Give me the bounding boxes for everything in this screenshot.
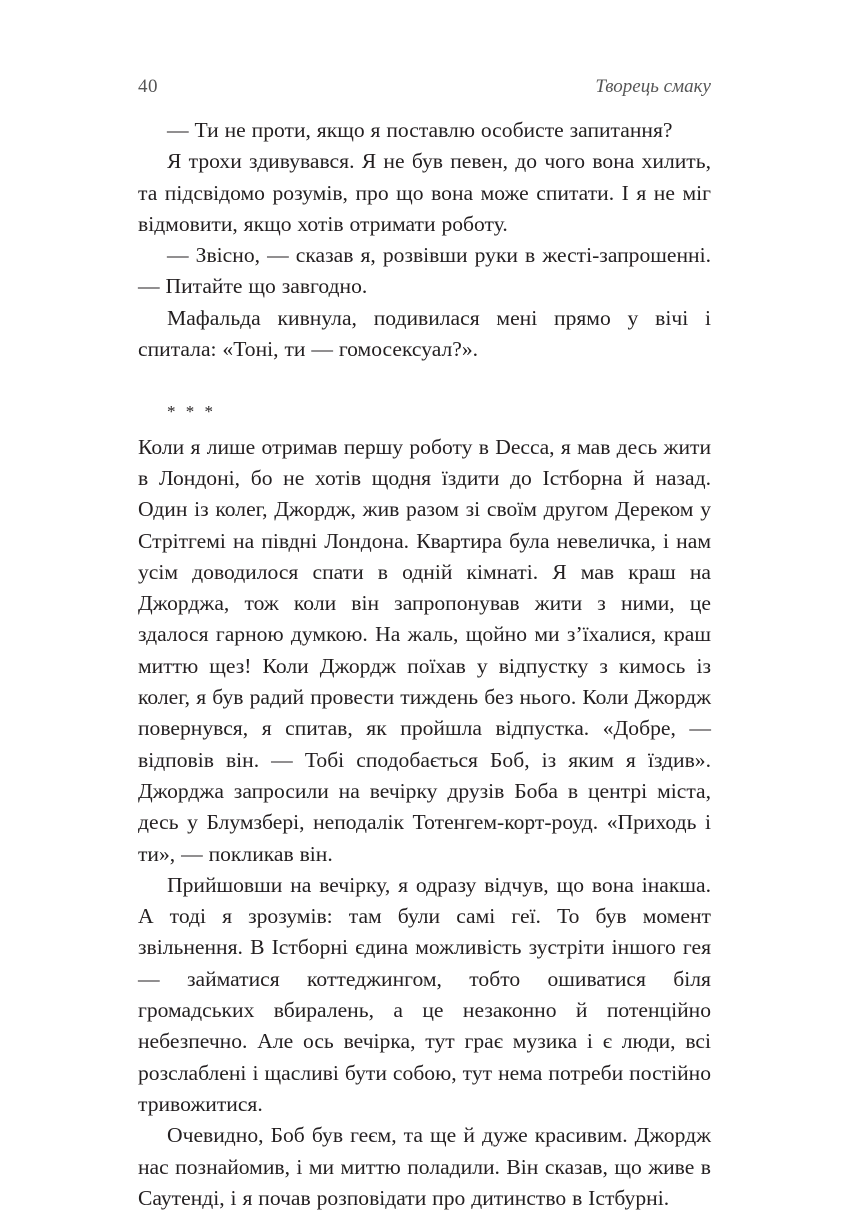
paragraph: — Звісно, — сказав я, розвівши руки в жесті-запрошенні. — Питайте що завгодно. (138, 243, 711, 299)
paragraph: Прийшовши на вечірку, я одразу відчув, що вона інакша. А тоді я зрозумів: там були самі геї. То був момент звільнення. В Істборні єдина можливість зустріти іншого гея — займатися коттеджингом, тобто ошиватися біля громадських вбиралень, а це незаконно й потенційно небезпечно. Але ось вечірка, тут грає музика і є люди, всі розслаблені і щасливі бути собою, тут нема потреби постійно тривожитися. (138, 872, 711, 1116)
body-text (138, 115, 711, 1214)
paragraph: Мафальда кивнула, подивилася мені прямо у вічі і спитала: «Тоні, ти — гомосексуал?». (138, 305, 711, 362)
page-header (138, 72, 711, 100)
page-number: 40 (138, 76, 158, 97)
paragraph: Я трохи здивувався. Я не був певен, до чого вона хилить, та підсвідомо розумів, про що вона може спитати. І я не міг відмовити, якщо хотів отримати роботу. (138, 149, 711, 236)
running-title: Творець смаку (595, 76, 711, 97)
section-break: * * * (167, 402, 216, 422)
paragraph: Очевидно, Боб був геєм, та ще й дуже красивим. Джордж нас познайомив, і ми миттю поладили. Він сказав, що живе в Саутенді, і я почав розповідати про дитинство в Істбурні. (138, 1123, 711, 1210)
paragraph: Коли я лише отримав першу роботу в Decca, я мав десь жити в Лондоні, бо не хотів щодня їздити до Істборна й назад. Один із колег, Джордж, жив разом зі своїм другом Дереком у Стрітгемі на півдні Лондона. Квартира була невеличка, і нам усім доводилося спати в одній кімнаті. Я мав краш на Джорджа, тож коли він запропонував жити з ними, це здалося гарною думкою. На жаль, щойно ми з’їхалися, краш миттю щез! Коли Джордж поїхав у відпустку з кимось із колег, я був радий провести тиждень без нього. Коли Джордж повернувся, я спитав, як пройшла відпустка. «Добре, — відповів він. — Тобі сподобається Боб, із яким я їздив». Джорджа запросили на вечірку друзів Боба в центрі міста, десь у Блумзбері, неподалік Тотенгем-корт-роуд. «Приходь і ти», — покликав він. (138, 434, 711, 866)
paragraph: — Ти не проти, якщо я поставлю особисте запитання? (167, 118, 673, 142)
